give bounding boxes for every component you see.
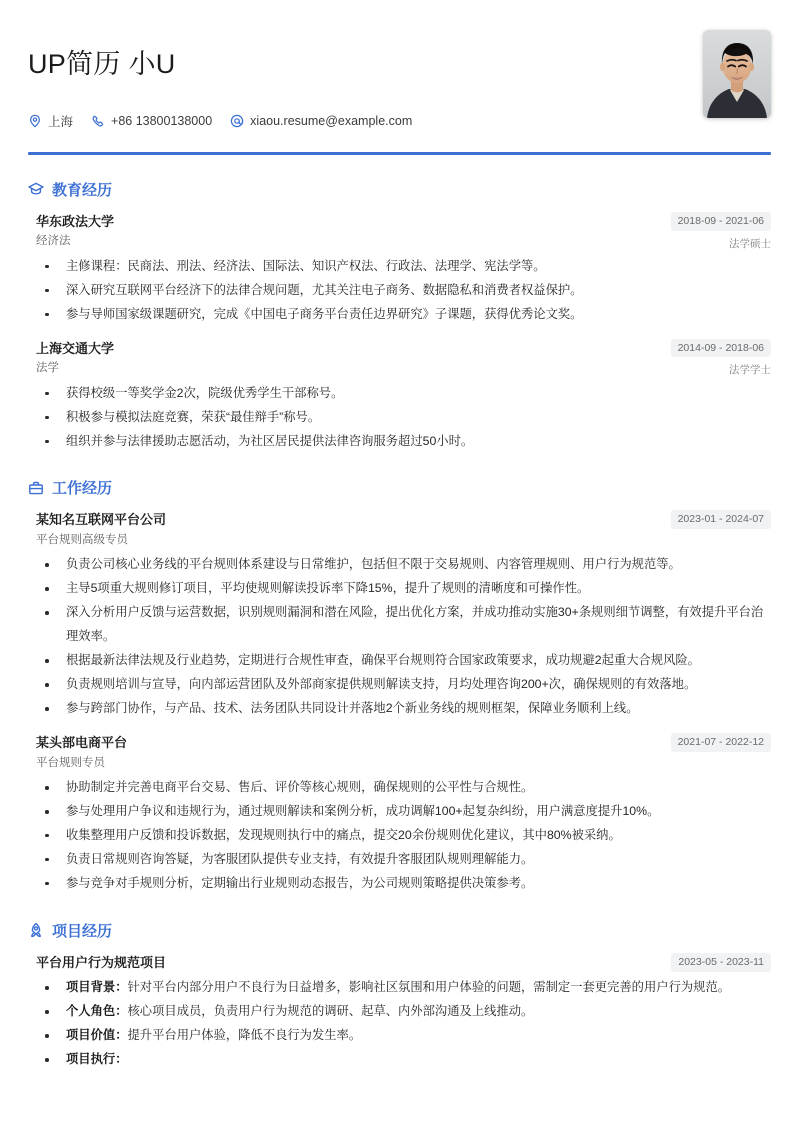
bullet-label: 项目执行： (66, 1052, 128, 1067)
bullet-text: 组织并参与法律援助志愿活动，为社区居民提供法律咨询服务超过50小时。 (66, 433, 474, 448)
entry (28, 733, 771, 896)
entry (28, 953, 771, 1072)
bullet-text: 协助制定并完善电商平台交易、售后、评价等核心规则，确保规则的公平性与合规性。 (66, 780, 534, 795)
bullet-text: 提升平台用户体验，降低不良行为发生率。 (127, 1028, 362, 1043)
bullet-text: 负责规则培训与宣导，向内部运营团队及外部商家提供规则解读支持，月均处理咨询200+次，确保规则的有效落地。 (66, 677, 697, 692)
resume-header (28, 0, 771, 130)
list-item (36, 553, 771, 577)
entry-head (36, 510, 771, 549)
list-item (36, 776, 771, 800)
list-item (36, 976, 771, 1000)
bullet-text: 积极参与模拟法庭竞赛，荣获“最佳辩手”称号。 (66, 409, 321, 424)
list-item (36, 649, 771, 673)
list-item (36, 382, 771, 406)
entry-head-left (36, 953, 659, 973)
entry-organization: 上海交通大学 (36, 340, 115, 356)
bullet-label: 个人角色： (66, 1004, 128, 1019)
entry-subtitle: 平台规则专员 (36, 756, 105, 769)
list-item (36, 255, 771, 279)
list-item (36, 406, 771, 430)
entry-degree: 法学硕士 (729, 237, 771, 250)
contact-text: 上海 (48, 115, 74, 130)
section-title-education (28, 179, 771, 200)
entry-head (36, 953, 771, 973)
date-badge: 2023-05 - 2023-11 (671, 953, 771, 972)
bullet-text: 负责日常规则咨询答疑，为客服团队提供专业支持，有效提升客服团队规则理解能力。 (66, 851, 534, 866)
list-item (36, 697, 771, 721)
location-icon (28, 114, 42, 128)
bullet-text: 针对平台内部分用户不良行为日益增多，影响社区氛围和用户体验的问题，需制定一套更完善的用户行为规范。 (127, 980, 731, 995)
list-item (36, 430, 771, 454)
section-title-work (28, 477, 771, 498)
entry-subtitle: 法学 (36, 362, 59, 375)
contact-item-location[interactable] (28, 112, 73, 130)
entry-bullets (36, 382, 771, 454)
entry-organization: 某知名互联网平台公司 (36, 512, 167, 528)
bullet-text: 根据最新法律法规及行业趋势，定期进行合规性审查，确保平台规则符合国家政策要求，成功规避2起重大合规风险。 (66, 653, 700, 668)
avatar (703, 30, 771, 118)
header-left (28, 30, 703, 130)
bullet-text: 参与跨部门协作，与产品、技术、法务团队共同设计并落地2个新业务线的规则框架，保障业务顺利上线。 (66, 701, 639, 716)
entry-subtitle: 平台规则高级专员 (36, 533, 128, 546)
bullet-text: 收集整理用户反馈和投诉数据，发现规则执行中的痛点，提交20余份规则优化建议，其中80%被采纳。 (66, 827, 621, 842)
entry-head-left (36, 733, 659, 772)
bullet-text: 深入研究互联网平台经济下的法律合规问题，尤其关注电子商务、数据隐私和消费者权益保护。 (66, 282, 583, 297)
section-title-label: 教育经历 (52, 181, 113, 199)
contact-text: +86 13800138000 (111, 114, 213, 129)
entry-head-right (671, 339, 771, 378)
section-title-label: 项目经历 (52, 922, 113, 940)
list-item (36, 800, 771, 824)
list-item (36, 1048, 771, 1072)
list-item (36, 848, 771, 872)
entry-organization: 华东政法大学 (36, 213, 115, 229)
entry-head (36, 339, 771, 378)
list-item (36, 824, 771, 848)
date-badge: 2014-09 - 2018-06 (671, 339, 771, 358)
rocket-icon (28, 922, 44, 938)
date-badge: 2021-07 - 2022-12 (671, 733, 771, 752)
bullet-label: 项目背景： (66, 980, 128, 995)
bullet-text: 参与竞争对手规则分析，定期输出行业规则动态报告，为公司规则策略提供决策参考。 (66, 875, 534, 890)
contact-item-email[interactable] (230, 114, 412, 128)
list-item (36, 1024, 771, 1048)
list-item (36, 1000, 771, 1024)
contact-text: xiaou.resume@example.com (250, 114, 413, 129)
entry (28, 339, 771, 454)
contact-item-phone[interactable] (91, 114, 212, 128)
bullet-text: 核心项目成员，负责用户行为规范的调研、起草、内外部沟通及上线推动。 (127, 1004, 534, 1019)
phone-icon (91, 114, 105, 128)
sections-container (28, 179, 771, 1072)
entry-head (36, 733, 771, 772)
list-item (36, 577, 771, 601)
bullet-text: 深入分析用户反馈与运营数据，识别规则漏洞和潜在风险，提出优化方案，并成功推动实施30+条规则细节调整，有效提升平台治理效率。 (66, 605, 764, 644)
section-title-label: 工作经历 (52, 480, 113, 498)
profile-photo-icon (703, 30, 771, 118)
section-projects (28, 920, 771, 1072)
entry (28, 510, 771, 721)
list-item (36, 601, 771, 649)
list-item (36, 872, 771, 896)
entry-head-right (671, 510, 771, 529)
bullet-text: 主修课程：民商法、刑法、经济法、国际法、知识产权法、行政法、法理学、宪法学等。 (66, 258, 546, 273)
section-education (28, 179, 771, 454)
bullet-text: 负责公司核心业务线的平台规则体系建设与日常维护，包括但不限于交易规则、内容管理规则、用户行为规范等。 (66, 557, 681, 572)
entry-bullets (36, 255, 771, 327)
email-icon (230, 114, 244, 128)
contact-row (28, 112, 703, 130)
entry-head-right (671, 212, 771, 251)
entry-organization: 平台用户行为规范项目 (36, 954, 167, 970)
entry-head-right (671, 733, 771, 752)
entry-head-right (671, 953, 771, 972)
list-item (36, 303, 771, 327)
entry-bullets (36, 976, 771, 1072)
entry (28, 212, 771, 327)
date-badge: 2023-01 - 2024-07 (671, 510, 771, 529)
graduation-cap-icon (28, 181, 44, 197)
bullet-text: 参与处理用户争议和违规行为，通过规则解读和案例分析，成功调解100+起复杂纠纷，用户满意度提升10%。 (66, 804, 660, 819)
entry-subtitle: 经济法 (36, 235, 71, 248)
bullet-label: 项目价值： (66, 1028, 128, 1043)
entry-head (36, 212, 771, 251)
entry-bullets (36, 776, 771, 896)
bullet-text: 参与导师国家级课题研究，完成《中国电子商务平台责任边界研究》子课题，获得优秀论文奖。 (66, 306, 583, 321)
briefcase-icon (28, 480, 44, 496)
bullet-text: 主导5项重大规则修订项目，平均使规则解读投诉率下降15%，提升了规则的清晰度和可操作性。 (66, 581, 590, 596)
entry-head-left (36, 212, 659, 251)
entry-organization: 某头部电商平台 (36, 735, 128, 751)
entry-head-left (36, 339, 659, 378)
bullet-text: 获得校级一等奖学金2次，院级优秀学生干部称号。 (66, 385, 344, 400)
entry-degree: 法学学士 (729, 364, 771, 377)
entry-head-left (36, 510, 659, 549)
list-item (36, 673, 771, 697)
section-work (28, 477, 771, 895)
section-title-projects (28, 920, 771, 941)
page-title: UP简历 小U (28, 49, 176, 79)
header-divider (28, 152, 771, 155)
date-badge: 2018-09 - 2021-06 (671, 212, 771, 231)
entry-bullets (36, 553, 771, 721)
list-item (36, 279, 771, 303)
